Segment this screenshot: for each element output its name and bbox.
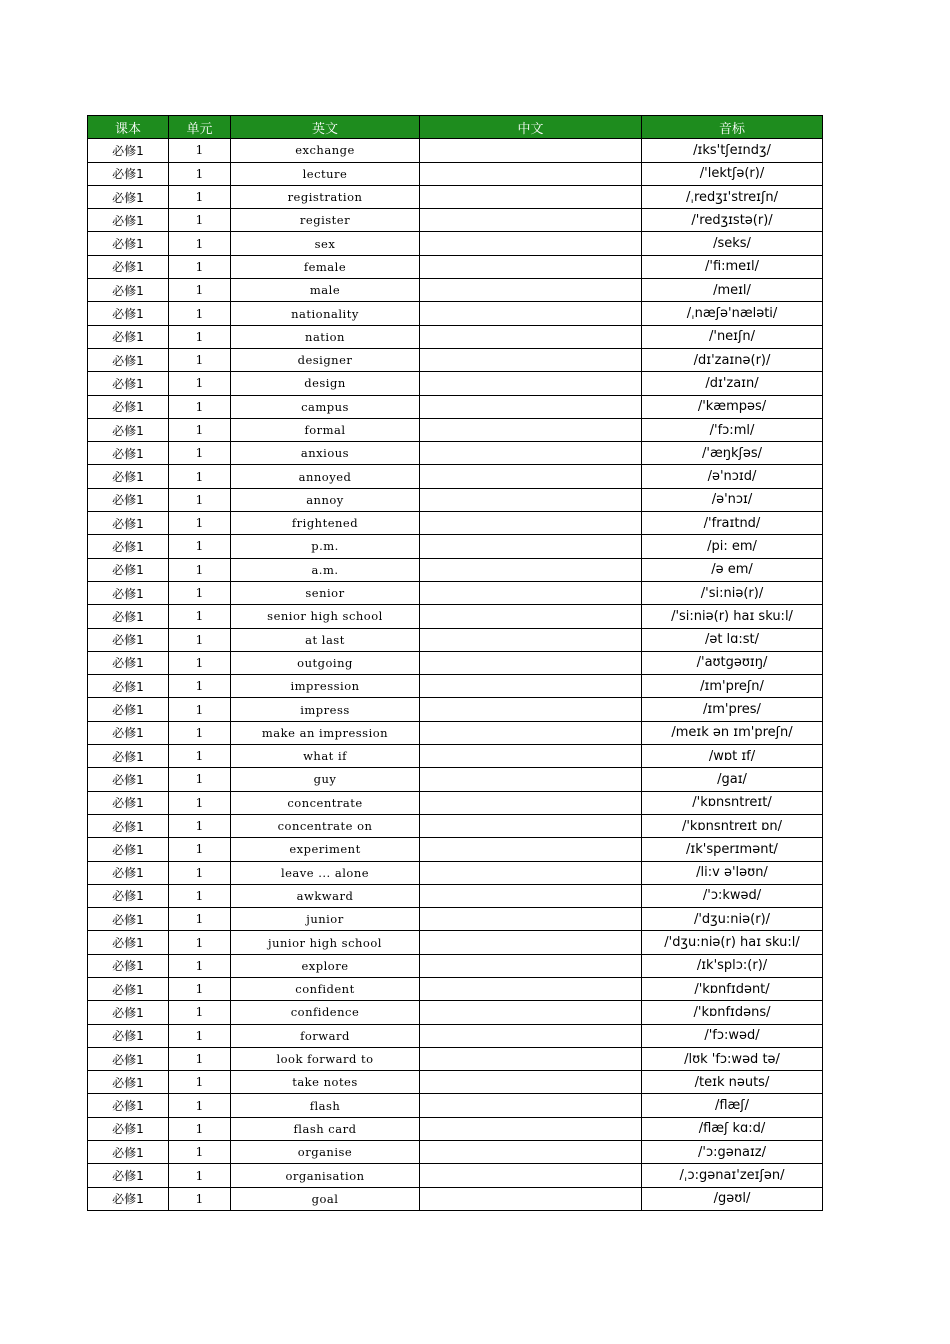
cell-english: anxious — [231, 442, 420, 465]
cell-chinese — [420, 162, 642, 185]
cell-phonetic: /dɪ'zaɪnə(r)/ — [642, 348, 823, 371]
cell-phonetic: /ət lɑ:st/ — [642, 628, 823, 651]
cell-unit: 1 — [169, 838, 231, 861]
cell-unit: 1 — [169, 791, 231, 814]
cell-phonetic: /'dʒu:niə(r) haɪ sku:l/ — [642, 931, 823, 954]
cell-phonetic: /meɪk ən ɪm'preʃn/ — [642, 721, 823, 744]
table-row — [88, 418, 823, 441]
cell-book: 必修1 — [88, 931, 169, 954]
cell-phonetic: /teɪk nəuts/ — [642, 1071, 823, 1094]
cell-english: annoyed — [231, 465, 420, 488]
cell-unit: 1 — [169, 348, 231, 371]
cell-english: male — [231, 279, 420, 302]
cell-unit: 1 — [169, 954, 231, 977]
cell-english: exchange — [231, 139, 420, 162]
cell-chinese — [420, 698, 642, 721]
table-row — [88, 954, 823, 977]
cell-book: 必修1 — [88, 954, 169, 977]
cell-phonetic: /wɒt ɪf/ — [642, 745, 823, 768]
cell-phonetic: /'kɒnfɪdəns/ — [642, 1001, 823, 1024]
cell-unit: 1 — [169, 814, 231, 837]
cell-phonetic: /'lektʃə(r)/ — [642, 162, 823, 185]
cell-chinese — [420, 418, 642, 441]
table-row — [88, 675, 823, 698]
table-row — [88, 185, 823, 208]
table-row — [88, 1187, 823, 1210]
cell-phonetic: /ə em/ — [642, 558, 823, 581]
cell-english: nation — [231, 325, 420, 348]
cell-unit: 1 — [169, 931, 231, 954]
cell-chinese — [420, 1024, 642, 1047]
cell-english: nationality — [231, 302, 420, 325]
table-row — [88, 745, 823, 768]
cell-english: look forward to — [231, 1047, 420, 1070]
cell-english: organise — [231, 1141, 420, 1164]
table-row — [88, 488, 823, 511]
cell-book: 必修1 — [88, 302, 169, 325]
cell-chinese — [420, 908, 642, 931]
cell-chinese — [420, 1001, 642, 1024]
cell-english: concentrate on — [231, 814, 420, 837]
table-row — [88, 838, 823, 861]
cell-phonetic: /'ɔ:kwəd/ — [642, 884, 823, 907]
cell-english: forward — [231, 1024, 420, 1047]
table-row — [88, 1001, 823, 1024]
cell-phonetic: /lʊk 'fɔ:wəd tə/ — [642, 1047, 823, 1070]
cell-english: female — [231, 255, 420, 278]
cell-phonetic: /'aʊtgəʊɪŋ/ — [642, 651, 823, 674]
cell-unit: 1 — [169, 1071, 231, 1094]
cell-phonetic: /ˌɔ:gənaɪ'zeɪʃən/ — [642, 1164, 823, 1187]
cell-chinese — [420, 535, 642, 558]
table-row — [88, 558, 823, 581]
cell-unit: 1 — [169, 372, 231, 395]
cell-book: 必修1 — [88, 139, 169, 162]
cell-book: 必修1 — [88, 1187, 169, 1210]
cell-book: 必修1 — [88, 395, 169, 418]
cell-book: 必修1 — [88, 1047, 169, 1070]
cell-book: 必修1 — [88, 279, 169, 302]
cell-chinese — [420, 302, 642, 325]
table-row — [88, 628, 823, 651]
cell-phonetic: /'ɔ:gənaɪz/ — [642, 1141, 823, 1164]
table-row — [88, 325, 823, 348]
table-header — [88, 116, 823, 139]
cell-english: goal — [231, 1187, 420, 1210]
cell-phonetic: /li:v ə'ləʊn/ — [642, 861, 823, 884]
cell-english: annoy — [231, 488, 420, 511]
cell-english: organisation — [231, 1164, 420, 1187]
cell-book: 必修1 — [88, 1117, 169, 1140]
cell-unit: 1 — [169, 162, 231, 185]
cell-english: awkward — [231, 884, 420, 907]
table-row — [88, 162, 823, 185]
header-unit: 单元 — [169, 116, 231, 139]
cell-phonetic: /flæʃ kɑ:d/ — [642, 1117, 823, 1140]
cell-book: 必修1 — [88, 628, 169, 651]
cell-english: confident — [231, 977, 420, 1000]
cell-chinese — [420, 488, 642, 511]
cell-unit: 1 — [169, 884, 231, 907]
cell-chinese — [420, 279, 642, 302]
cell-unit: 1 — [169, 675, 231, 698]
header-row — [88, 116, 823, 139]
cell-unit: 1 — [169, 488, 231, 511]
cell-unit: 1 — [169, 861, 231, 884]
cell-chinese — [420, 861, 642, 884]
table-row — [88, 395, 823, 418]
cell-phonetic: /ə'nɔɪd/ — [642, 465, 823, 488]
cell-unit: 1 — [169, 418, 231, 441]
cell-book: 必修1 — [88, 465, 169, 488]
cell-book: 必修1 — [88, 768, 169, 791]
cell-english: flash — [231, 1094, 420, 1117]
cell-phonetic: /ə'nɔɪ/ — [642, 488, 823, 511]
cell-chinese — [420, 628, 642, 651]
cell-chinese — [420, 954, 642, 977]
cell-chinese — [420, 185, 642, 208]
cell-book: 必修1 — [88, 675, 169, 698]
cell-phonetic: /'dʒu:niə(r)/ — [642, 908, 823, 931]
table-row — [88, 791, 823, 814]
cell-phonetic: /ˌredʒɪ'streɪʃn/ — [642, 185, 823, 208]
cell-book: 必修1 — [88, 884, 169, 907]
cell-phonetic: /ˌnæʃə'næləti/ — [642, 302, 823, 325]
cell-phonetic: /ɪks'tʃeɪndʒ/ — [642, 139, 823, 162]
cell-unit: 1 — [169, 977, 231, 1000]
cell-chinese — [420, 651, 642, 674]
header-book: 课本 — [88, 116, 169, 139]
cell-unit: 1 — [169, 279, 231, 302]
cell-chinese — [420, 512, 642, 535]
cell-english: leave ... alone — [231, 861, 420, 884]
cell-book: 必修1 — [88, 721, 169, 744]
cell-book: 必修1 — [88, 185, 169, 208]
cell-english: junior — [231, 908, 420, 931]
cell-unit: 1 — [169, 1047, 231, 1070]
cell-book: 必修1 — [88, 442, 169, 465]
cell-phonetic: /'neɪʃn/ — [642, 325, 823, 348]
table-row — [88, 861, 823, 884]
cell-unit: 1 — [169, 745, 231, 768]
cell-phonetic: /seks/ — [642, 232, 823, 255]
cell-book: 必修1 — [88, 209, 169, 232]
cell-book: 必修1 — [88, 418, 169, 441]
cell-phonetic: /dɪ'zaɪn/ — [642, 372, 823, 395]
table-row — [88, 651, 823, 674]
cell-phonetic: /'kɒnfɪdənt/ — [642, 977, 823, 1000]
cell-english: experiment — [231, 838, 420, 861]
cell-chinese — [420, 745, 642, 768]
cell-phonetic: /'æŋkʃəs/ — [642, 442, 823, 465]
cell-book: 必修1 — [88, 791, 169, 814]
cell-chinese — [420, 977, 642, 1000]
cell-book: 必修1 — [88, 232, 169, 255]
table-row — [88, 908, 823, 931]
cell-book: 必修1 — [88, 512, 169, 535]
table-row — [88, 1047, 823, 1070]
cell-chinese — [420, 558, 642, 581]
cell-phonetic: /flæʃ/ — [642, 1094, 823, 1117]
cell-english: designer — [231, 348, 420, 371]
cell-phonetic: /'fɔ:wəd/ — [642, 1024, 823, 1047]
cell-phonetic: /ɪm'pres/ — [642, 698, 823, 721]
cell-unit: 1 — [169, 535, 231, 558]
cell-chinese — [420, 931, 642, 954]
cell-english: flash card — [231, 1117, 420, 1140]
cell-chinese — [420, 465, 642, 488]
cell-phonetic: /'fɔ:ml/ — [642, 418, 823, 441]
header-english: 英文 — [231, 116, 420, 139]
cell-english: impress — [231, 698, 420, 721]
cell-book: 必修1 — [88, 1094, 169, 1117]
table-row — [88, 581, 823, 604]
cell-chinese — [420, 884, 642, 907]
table-row — [88, 698, 823, 721]
cell-english: explore — [231, 954, 420, 977]
cell-unit: 1 — [169, 908, 231, 931]
cell-chinese — [420, 838, 642, 861]
cell-phonetic: /'fi:meɪl/ — [642, 255, 823, 278]
cell-unit: 1 — [169, 1117, 231, 1140]
cell-book: 必修1 — [88, 698, 169, 721]
cell-chinese — [420, 348, 642, 371]
table-row — [88, 605, 823, 628]
cell-chinese — [420, 395, 642, 418]
cell-chinese — [420, 791, 642, 814]
cell-english: registration — [231, 185, 420, 208]
cell-phonetic: /'kɒnsntreɪt/ — [642, 791, 823, 814]
cell-english: outgoing — [231, 651, 420, 674]
cell-phonetic: /gaɪ/ — [642, 768, 823, 791]
cell-chinese — [420, 1094, 642, 1117]
cell-unit: 1 — [169, 395, 231, 418]
cell-english: frightened — [231, 512, 420, 535]
cell-book: 必修1 — [88, 1164, 169, 1187]
cell-book: 必修1 — [88, 1001, 169, 1024]
cell-chinese — [420, 814, 642, 837]
cell-unit: 1 — [169, 1187, 231, 1210]
cell-chinese — [420, 1141, 642, 1164]
table-row — [88, 535, 823, 558]
table-row — [88, 139, 823, 162]
cell-english: sex — [231, 232, 420, 255]
cell-chinese — [420, 442, 642, 465]
cell-chinese — [420, 1071, 642, 1094]
cell-chinese — [420, 372, 642, 395]
table-row — [88, 1164, 823, 1187]
cell-phonetic: /ɪm'preʃn/ — [642, 675, 823, 698]
cell-book: 必修1 — [88, 745, 169, 768]
cell-unit: 1 — [169, 1001, 231, 1024]
cell-unit: 1 — [169, 768, 231, 791]
cell-phonetic: /'kæmpəs/ — [642, 395, 823, 418]
cell-phonetic: /gəʊl/ — [642, 1187, 823, 1210]
table-row — [88, 348, 823, 371]
cell-chinese — [420, 768, 642, 791]
cell-unit: 1 — [169, 605, 231, 628]
cell-english: register — [231, 209, 420, 232]
cell-chinese — [420, 1164, 642, 1187]
cell-english: guy — [231, 768, 420, 791]
table-row — [88, 209, 823, 232]
cell-book: 必修1 — [88, 162, 169, 185]
cell-unit: 1 — [169, 185, 231, 208]
cell-unit: 1 — [169, 302, 231, 325]
table-row — [88, 232, 823, 255]
cell-book: 必修1 — [88, 605, 169, 628]
table-row — [88, 768, 823, 791]
cell-english: senior — [231, 581, 420, 604]
cell-english: confidence — [231, 1001, 420, 1024]
cell-english: make an impression — [231, 721, 420, 744]
cell-phonetic: /ɪk'splɔ:(r)/ — [642, 954, 823, 977]
cell-unit: 1 — [169, 1164, 231, 1187]
table-body — [88, 139, 823, 1211]
table-row — [88, 302, 823, 325]
cell-book: 必修1 — [88, 1141, 169, 1164]
cell-chinese — [420, 232, 642, 255]
vocabulary-table — [87, 115, 823, 1211]
cell-chinese — [420, 1047, 642, 1070]
cell-unit: 1 — [169, 1024, 231, 1047]
table-row — [88, 1141, 823, 1164]
cell-book: 必修1 — [88, 861, 169, 884]
cell-unit: 1 — [169, 1141, 231, 1164]
cell-book: 必修1 — [88, 651, 169, 674]
table-row — [88, 1094, 823, 1117]
cell-book: 必修1 — [88, 908, 169, 931]
cell-chinese — [420, 581, 642, 604]
cell-english: senior high school — [231, 605, 420, 628]
table-row — [88, 442, 823, 465]
cell-unit: 1 — [169, 721, 231, 744]
cell-book: 必修1 — [88, 1024, 169, 1047]
cell-book: 必修1 — [88, 488, 169, 511]
table-row — [88, 1117, 823, 1140]
table-row — [88, 931, 823, 954]
cell-book: 必修1 — [88, 581, 169, 604]
header-phonetic: 音标 — [642, 116, 823, 139]
cell-unit: 1 — [169, 558, 231, 581]
cell-chinese — [420, 325, 642, 348]
cell-phonetic: /ɪk'sperɪmənt/ — [642, 838, 823, 861]
cell-english: p.m. — [231, 535, 420, 558]
cell-english: at last — [231, 628, 420, 651]
cell-book: 必修1 — [88, 348, 169, 371]
cell-phonetic: /'redʒɪstə(r)/ — [642, 209, 823, 232]
cell-unit: 1 — [169, 628, 231, 651]
cell-chinese — [420, 721, 642, 744]
cell-unit: 1 — [169, 325, 231, 348]
cell-phonetic: /pi: em/ — [642, 535, 823, 558]
cell-phonetic: /'si:niə(r)/ — [642, 581, 823, 604]
table-row — [88, 721, 823, 744]
cell-chinese — [420, 605, 642, 628]
cell-unit: 1 — [169, 465, 231, 488]
cell-english: concentrate — [231, 791, 420, 814]
cell-unit: 1 — [169, 442, 231, 465]
table-row — [88, 884, 823, 907]
cell-unit: 1 — [169, 581, 231, 604]
cell-unit: 1 — [169, 512, 231, 535]
table-row — [88, 279, 823, 302]
cell-chinese — [420, 209, 642, 232]
cell-unit: 1 — [169, 232, 231, 255]
cell-chinese — [420, 139, 642, 162]
table-row — [88, 1071, 823, 1094]
cell-english: campus — [231, 395, 420, 418]
cell-unit: 1 — [169, 255, 231, 278]
table-row — [88, 465, 823, 488]
cell-book: 必修1 — [88, 1071, 169, 1094]
cell-unit: 1 — [169, 1094, 231, 1117]
cell-english: junior high school — [231, 931, 420, 954]
table-row — [88, 512, 823, 535]
cell-book: 必修1 — [88, 977, 169, 1000]
cell-unit: 1 — [169, 209, 231, 232]
cell-unit: 1 — [169, 698, 231, 721]
cell-chinese — [420, 1187, 642, 1210]
header-chinese: 中文 — [420, 116, 642, 139]
cell-phonetic: /'fraɪtnd/ — [642, 512, 823, 535]
cell-english: a.m. — [231, 558, 420, 581]
cell-english: lecture — [231, 162, 420, 185]
cell-book: 必修1 — [88, 838, 169, 861]
cell-book: 必修1 — [88, 814, 169, 837]
cell-english: take notes — [231, 1071, 420, 1094]
table-row — [88, 814, 823, 837]
cell-phonetic: /'kɒnsntreɪt ɒn/ — [642, 814, 823, 837]
cell-unit: 1 — [169, 139, 231, 162]
table-row — [88, 1024, 823, 1047]
cell-book: 必修1 — [88, 535, 169, 558]
cell-chinese — [420, 255, 642, 278]
cell-english: formal — [231, 418, 420, 441]
cell-phonetic: /meɪl/ — [642, 279, 823, 302]
table-row — [88, 977, 823, 1000]
cell-phonetic: /'si:niə(r) haɪ sku:l/ — [642, 605, 823, 628]
table-row — [88, 372, 823, 395]
cell-book: 必修1 — [88, 372, 169, 395]
cell-english: impression — [231, 675, 420, 698]
cell-book: 必修1 — [88, 255, 169, 278]
cell-english: what if — [231, 745, 420, 768]
cell-book: 必修1 — [88, 558, 169, 581]
cell-chinese — [420, 675, 642, 698]
cell-book: 必修1 — [88, 325, 169, 348]
cell-english: design — [231, 372, 420, 395]
table-row — [88, 255, 823, 278]
cell-chinese — [420, 1117, 642, 1140]
cell-unit: 1 — [169, 651, 231, 674]
